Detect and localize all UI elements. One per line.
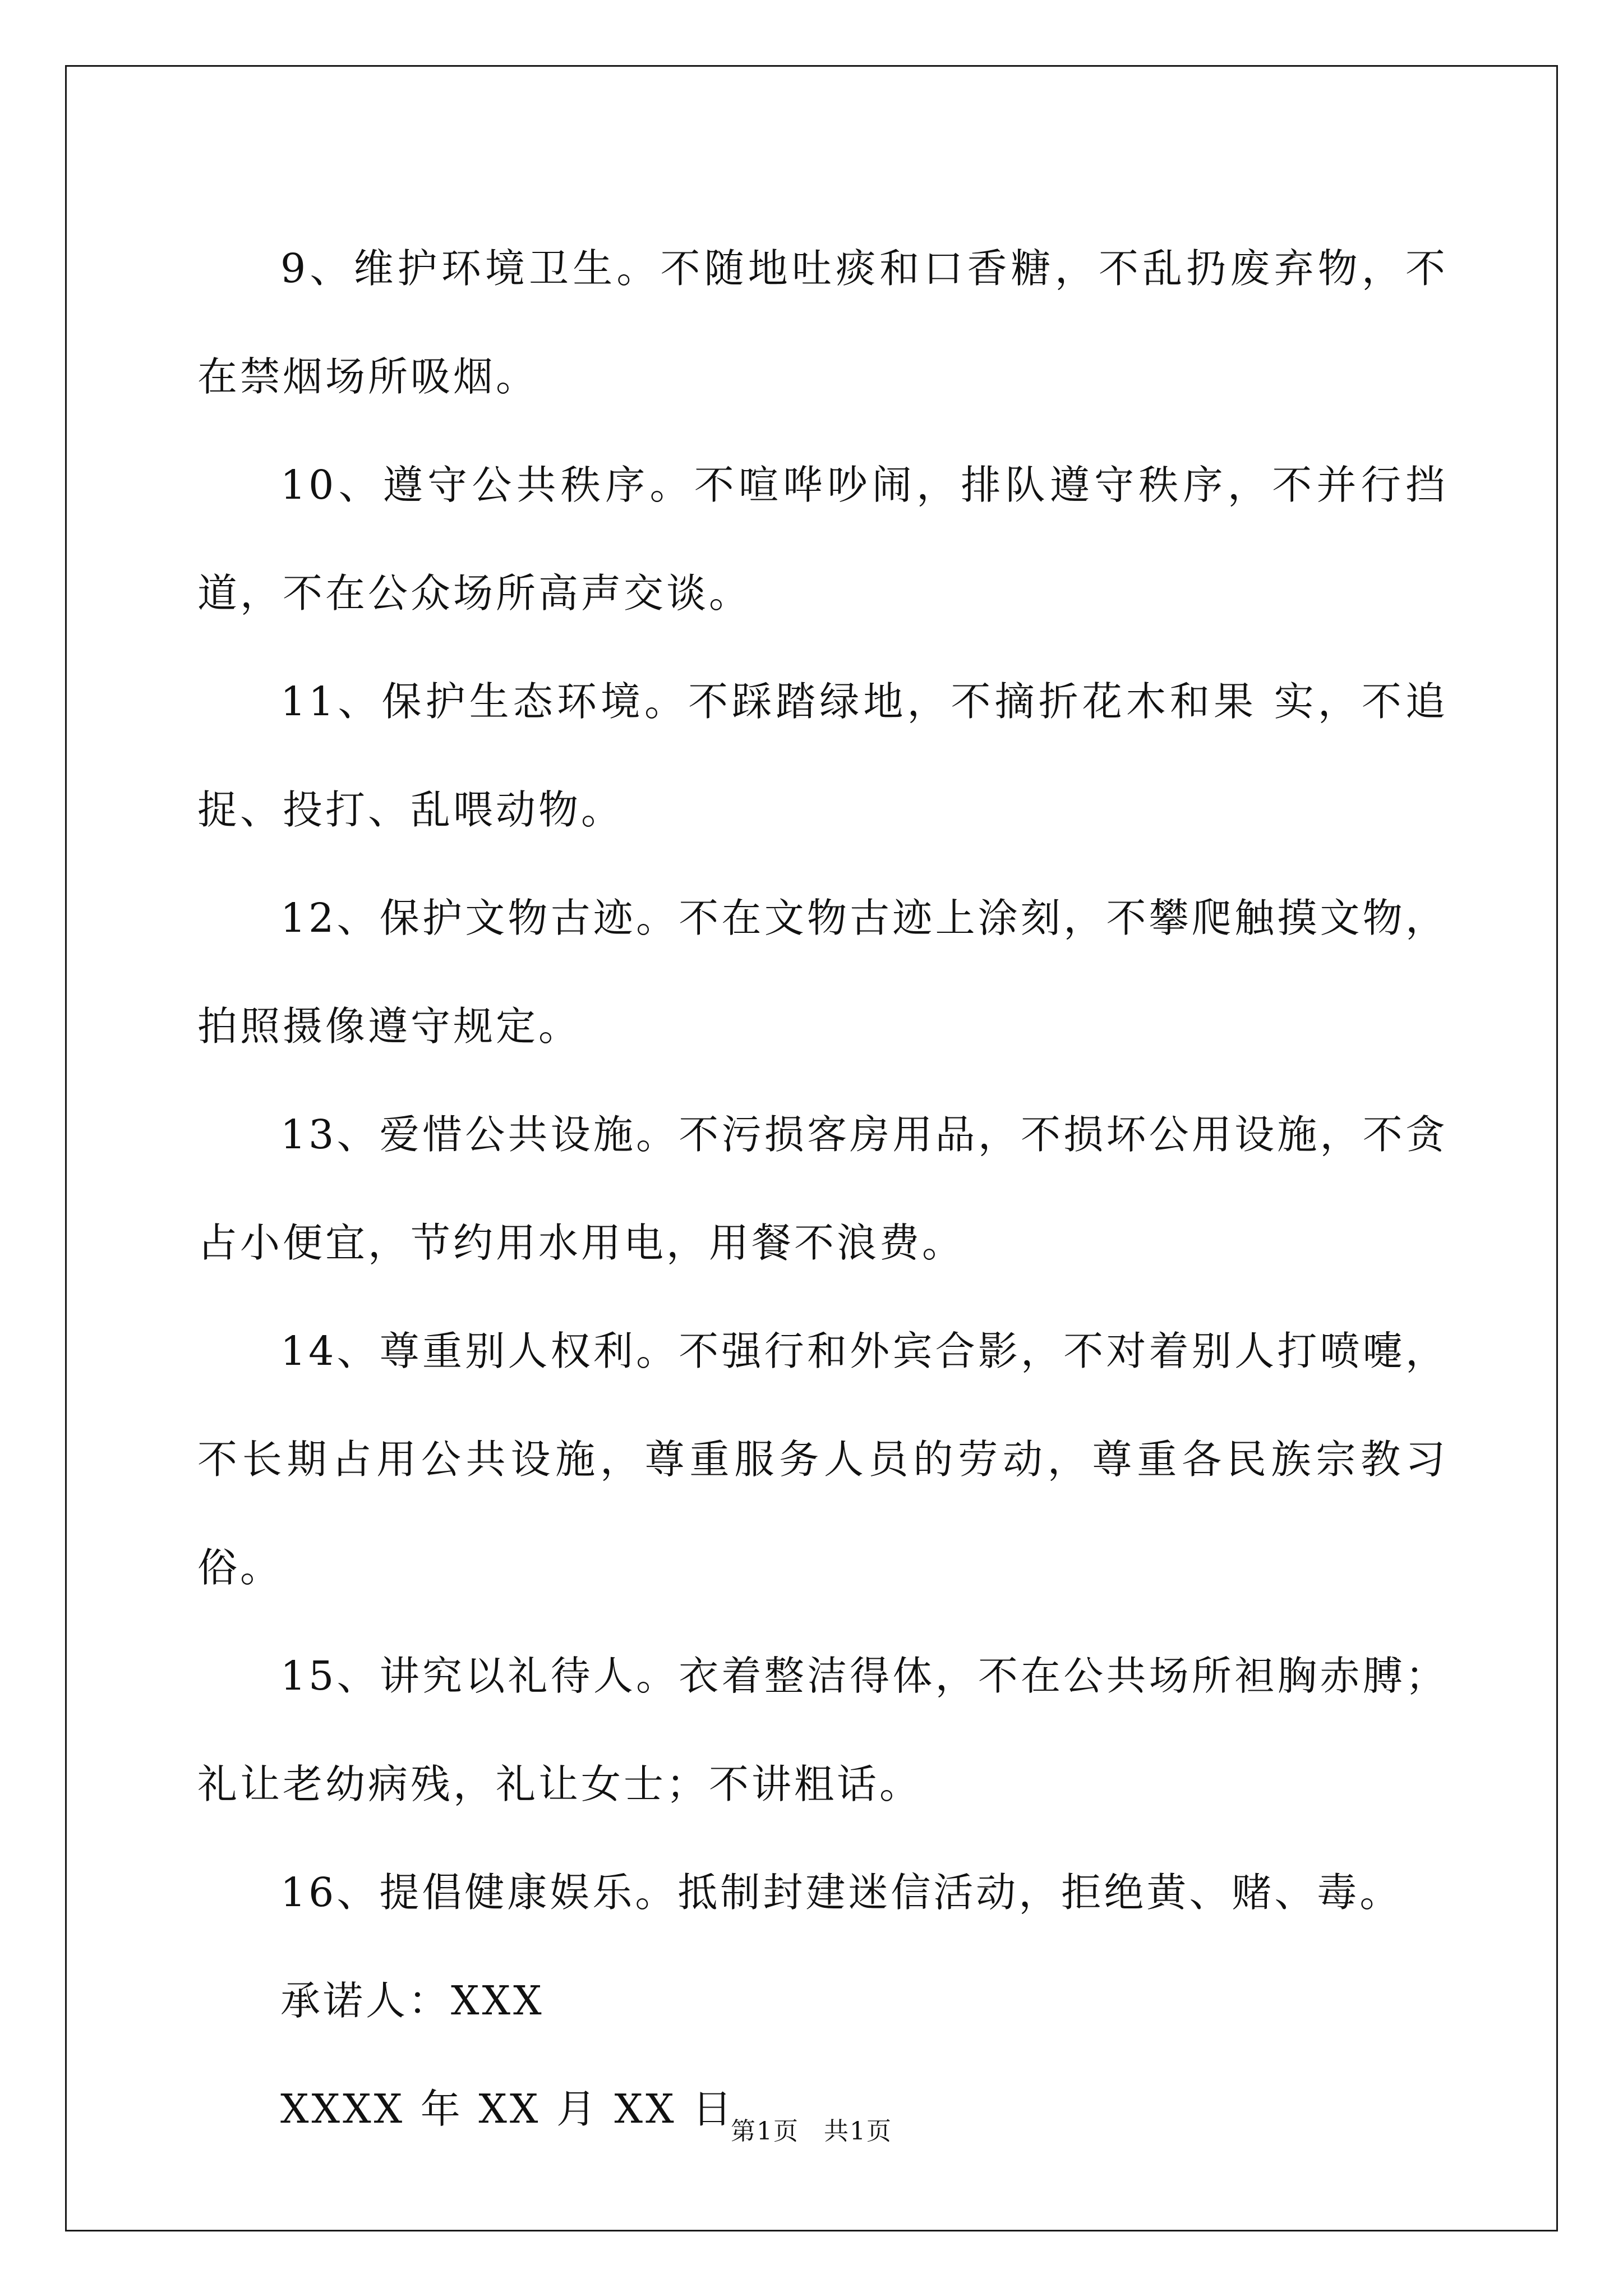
page-number: 第1页	[731, 2117, 799, 2146]
date-line: XXXX 年 XX 月 XX 日	[280, 2086, 735, 2132]
paragraph-item-10: 10、遵守公共秩序。不喧哗吵闹，排队遵守秩序，不并行挡道，不在公众场所高声交谈。	[197, 462, 1448, 616]
paragraph-item-16: 16、提倡健康娱乐。抵制封建迷信活动，拒绝黄、赌、毒。	[280, 1869, 1403, 1916]
paragraph-item-15: 15、讲究以礼待人。衣着整洁得体，不在公共场所袒胸赤膊；礼让老幼病残，礼让女士；不讲粗话。	[197, 1653, 1448, 1807]
paragraph-item-12: 12、保护文物古迹。不在文物古迹上涂刻，不攀爬触摸文物，拍照摄像遵守规定。	[197, 895, 1448, 1050]
page-footer	[0, 2115, 1623, 2148]
paragraph-item-11: 11、保护生态环境。不踩踏绿地，不摘折花木和果 实，不追捉、投打、乱喂动物。	[197, 678, 1448, 833]
page-total: 共1页	[824, 2117, 892, 2146]
promisor-line: 承诺人：XXX	[280, 1977, 545, 2024]
paragraph-item-13: 13、爱惜公共设施。不污损客房用品，不损坏公用设施，不贪占小便宜，节约用水用电，用餐不浪费。	[197, 1111, 1448, 1266]
paragraph-item-14: 14、尊重别人权利。不强行和外宾合影，不对着别人打喷嚏，不长期占用公共设施，尊重服务人员的劳动，尊重各民族宗教习俗。	[197, 1328, 1448, 1591]
paragraph-item-9: 9、维护环境卫生。不随地吐痰和口香糖，不乱扔废弃物，不在禁烟场所吸烟。	[197, 245, 1448, 400]
document-body	[197, 214, 1448, 2163]
